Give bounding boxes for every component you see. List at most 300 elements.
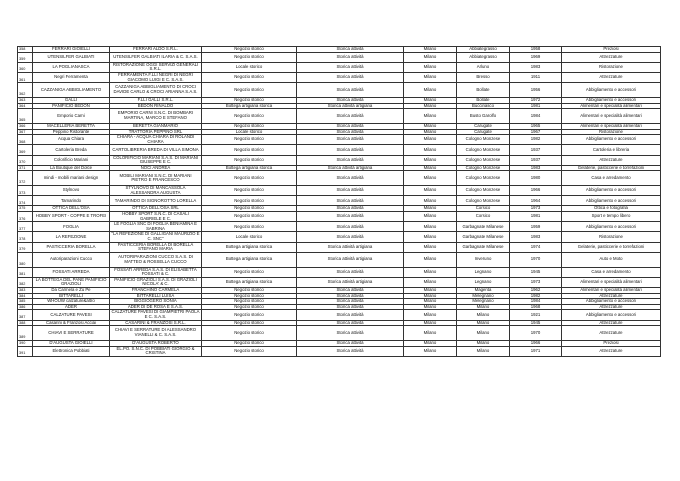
cell-row-number: 378 [18,232,33,242]
cell-categoria: Cartoleria e libreria [562,145,661,155]
cell-ragione-sociale: EL.PO. S.N.C. DI POBBIATI GIORGIO & CRISTINA [110,346,202,356]
cell-categoria: Alimentari e specialità alimentari [562,287,661,293]
cell-tipologia: Locale storico [202,232,297,242]
table-row [18,242,661,252]
cell-insegna: MACELLERIA BERETTA [33,123,110,129]
cell-categoria: Sport e tempo libero [562,212,661,222]
cell-row-number: 365 [18,109,33,124]
cell-anno: 1970 [510,252,562,267]
cell-categoria: Abbigliamento e accessori [562,186,661,196]
cell-insegna: Autoriparazioni Cucco [33,252,110,267]
cell-ragione-sociale: PANIFICIO GRAZIOLI S.A.S. DI GRAZIOLI NICOLA' & C. [110,277,202,287]
table-row [18,171,661,186]
cell-row-number: 366 [18,123,33,129]
cell-categoria: Attrezzature [562,346,661,356]
cell-riconoscimento: Storica attività [297,155,404,165]
cell-insegna: FERRARI GIOIELLI [33,47,110,53]
cell-categoria: Abbigliamento e accessori [562,299,661,305]
cell-anno: 1983 [510,232,562,242]
cell-comune: Melegnano [457,293,510,299]
table-row [18,310,661,320]
cell-categoria: Preziosi [562,340,661,346]
cell-ragione-sociale: BERETTA GIANMARIO [110,123,202,129]
table-row [18,186,661,196]
cell-ragione-sociale: AUTORIPARAZIONI CUCCO S.A.S. DI MATTEO & ROSSELLA CUCCO [110,252,202,267]
historic-shops-table [17,46,661,357]
table-row [18,326,661,341]
cell-tipologia: Negozio storico [202,346,297,356]
cell-provincia: Milano [404,83,457,98]
cell-riconoscimento: Storica attività [297,206,404,212]
cell-row-number: 379 [18,242,33,252]
cell-insegna: Stylnovo [33,186,110,196]
cell-riconoscimento: Storica attività [297,304,404,310]
cell-categoria: Casa e arredamento [562,267,661,277]
cell-anno: 1980 [510,171,562,186]
cell-tipologia: Negozio storico [202,109,297,124]
cell-provincia: Milano [404,123,457,129]
cell-insegna: WHOUW calzature&altro [33,299,110,305]
cell-ragione-sociale: CHIAVI E SERRATURE DI ALESSANDRO VIANELLI & C. S.A.S. [110,326,202,341]
cell-provincia: Milano [404,52,457,62]
cell-tipologia: Negozio storico [202,299,297,305]
cell-comune: Legnano [457,267,510,277]
table-row [18,267,661,277]
cell-tipologia: Negozio storico [202,72,297,82]
cell-tipologia: Negozio storico [202,196,297,206]
cell-insegna: LA REFEZIONE [33,232,110,242]
cell-row-number: 391 [18,346,33,356]
cell-ragione-sociale: OTTICA DELL'OSA SRL [110,206,202,212]
cell-comune: Cologno Monzese [457,135,510,145]
cell-row-number: 372 [18,171,33,186]
cell-provincia: Milano [404,340,457,346]
cell-categoria: Preziosi [562,47,661,53]
cell-riconoscimento: Storica attività [297,287,404,293]
cell-comune: Cologno Monzese [457,186,510,196]
cell-categoria: Abbigliamento e accessori [562,83,661,98]
cell-tipologia: Negozio storico [202,47,297,53]
cell-anno: 1937 [510,155,562,165]
cell-row-number: 358 [18,47,33,53]
cell-anno: 1958 [510,47,562,53]
cell-riconoscimento: Storica attività [297,83,404,98]
cell-comune: Bollate [457,83,510,98]
cell-tipologia: Locale storico [202,62,297,72]
table-row [18,83,661,98]
cell-insegna: HOBBY SPORT - COPPE E TROFEI [33,212,110,222]
cell-ragione-sociale: COLORIFICIO MARIANI S.A.S. DI MARIANI GIUSEPPE E C. [110,155,202,165]
cell-categoria: Abbigliamento e accessori [562,196,661,206]
cell-row-number: 374 [18,196,33,206]
cell-provincia: Milano [404,277,457,287]
cell-anno: 1981 [510,103,562,109]
cell-categoria: Alimentari e specialità alimentari [562,109,661,124]
cell-insegna: GALLI [33,97,110,103]
table-row [18,196,661,206]
cell-anno: 1969 [510,52,562,62]
cell-riconoscimento: Storica attività [297,72,404,82]
cell-categoria: Gelaterie, pasticcerie e torrefazioni [562,165,661,171]
cell-ragione-sociale: CHIARA - ACQUA CHIARA DI ROLANDI CHIARA [110,135,202,145]
cell-ragione-sociale: FOSSATI ARREDA S.A.S. DI ELISABETTA FOSSATI & C. [110,267,202,277]
cell-ragione-sociale: D'AUGUSTA ROBERTO [110,340,202,346]
cell-anno: 1984 [510,299,562,305]
cell-tipologia: Locale storico [202,129,297,135]
cell-row-number: 389 [18,326,33,341]
cell-row-number: 386 [18,304,33,310]
cell-insegna: CALZATURE PAVESI [33,310,110,320]
cell-categoria: Abbigliamento e accessori [562,310,661,320]
cell-categoria: Attrezzature [562,52,661,62]
cell-anno: 1972 [510,97,562,103]
table-row [18,109,661,124]
cell-categoria: Casa e arredamento [562,171,661,186]
cell-tipologia: Negozio storico [202,155,297,165]
cell-provincia: Milano [404,242,457,252]
cell-tipologia: Negozio storico [202,310,297,320]
cell-riconoscimento: Storica attività artigiana [297,242,404,252]
cell-insegna: Negri Ferramenta [33,72,110,82]
cell-row-number: 381 [18,267,33,277]
cell-anno: 1911 [510,72,562,82]
table-row [18,232,661,242]
cell-comune: Busto Garolfo [457,109,510,124]
cell-riconoscimento: Storica attività [297,123,404,129]
cell-anno: 1970 [510,326,562,341]
cell-insegna: Emporio Carni [33,109,110,124]
cell-ragione-sociale: BITTARELLI LUISA [110,293,202,299]
cell-ragione-sociale: TRATTORIA PEPPINO SRL [110,129,202,135]
cell-anno: 1983 [510,62,562,72]
cell-tipologia: Negozio storico [202,135,297,145]
table-row [18,52,661,62]
cell-provincia: Milano [404,109,457,124]
table-row [18,155,661,165]
cell-riconoscimento: Storica attività [297,222,404,232]
cell-comune: Garbagnate Milanese [457,242,510,252]
cell-categoria: Attrezzature [562,155,661,165]
cell-provincia: Milano [404,97,457,103]
cell-insegna: Da Carmela e Zu Pe [33,287,110,293]
cell-anno: 1962 [510,287,562,293]
cell-riconoscimento: Storica attività [297,196,404,206]
cell-ragione-sociale: "LA REFEZIONE DI GALLIGANI MAURIZIO E C. SNC" [110,232,202,242]
cell-categoria: Alimentari e specialità alimentari [562,277,661,287]
cell-anno: 1937 [510,145,562,155]
cell-tipologia: Bottega artigiana storica [202,103,297,109]
cell-tipologia: Negozio storico [202,326,297,341]
cell-provincia: Milano [404,326,457,341]
cell-ragione-sociale: CASARINI & FRANZOSI S.R.L. [110,320,202,326]
cell-insegna: Elettronica Pobbiati [33,346,110,356]
cell-provincia: Milano [404,310,457,320]
cell-ragione-sociale: BEDON RINALDO [110,103,202,109]
cell-riconoscimento: Storica attività [297,52,404,62]
cell-riconoscimento: Storica attività [297,171,404,186]
cell-row-number: 362 [18,83,33,98]
table-row [18,62,661,72]
cell-ragione-sociale: LE FOGLIA SNC DI FOGLIA BENIAMINA E SABRINA [110,222,202,232]
table-row [18,346,661,356]
cell-comune: Inveruno [457,252,510,267]
cell-anno: 1973 [510,206,562,212]
cell-tipologia: Bottega artigiana storica [202,242,297,252]
cell-row-number: 376 [18,212,33,222]
table-row [18,135,661,145]
cell-insegna: Acqua Chiara [33,135,110,145]
cell-categoria: Ottica e fotografia [562,206,661,212]
cell-insegna: Casarini & Franzosi Acciai [33,320,110,326]
cell-riconoscimento: Storica attività [297,320,404,326]
cell-comune: Cologno Monzese [457,171,510,186]
cell-categoria: Ristorazione [562,62,661,72]
cell-provincia: Milano [404,103,457,109]
cell-comune: Garbagnate Milanese [457,232,510,242]
cell-comune: Milano [457,304,510,310]
cell-comune: Cologno Monzese [457,155,510,165]
cell-provincia: Milano [404,155,457,165]
cell-riconoscimento: Storica attività [297,129,404,135]
cell-tipologia: Negozio storico [202,222,297,232]
cell-insegna: FOSSATI ARREDA [33,267,110,277]
cell-comune: Bollate [457,97,510,103]
cell-categoria: Attrezzature [562,72,661,82]
cell-row-number: 363 [18,97,33,103]
cell-tipologia: Negozio storico [202,52,297,62]
cell-insegna: PASTICCERIA BORELLA [33,242,110,252]
cell-tipologia: Negozio storico [202,83,297,98]
cell-categoria: Alimentari e specialità alimentari [562,123,661,129]
cell-comune: Arluno [457,62,510,72]
cell-comune: Milano [457,326,510,341]
cell-row-number: 384 [18,293,33,299]
cell-riconoscimento: Storica attività [297,267,404,277]
cell-row-number: 359 [18,52,33,62]
cell-insegna: LA POGLIANASCA [33,62,110,72]
cell-riconoscimento: Storica attività artigiana [297,165,404,171]
cell-riconoscimento: Storica attività artigiana [297,277,404,287]
cell-anno: 1974 [510,242,562,252]
cell-row-number: 390 [18,340,33,346]
cell-provincia: Milano [404,287,457,293]
cell-provincia: Milano [404,129,457,135]
cell-row-number: 377 [18,222,33,232]
cell-provincia: Milano [404,47,457,53]
cell-categoria: Attrezzature [562,304,661,310]
cell-ragione-sociale: TAMARINDO DI SIGNOROTTO LORELLA [110,196,202,206]
cell-row-number: 388 [18,320,33,326]
cell-riconoscimento: Storica attività [297,346,404,356]
cell-provincia: Milano [404,165,457,171]
cell-comune: Legnano [457,277,510,287]
cell-ragione-sociale: FERRARI ALDO S.R.L. [110,47,202,53]
cell-provincia: Milano [404,267,457,277]
cell-comune: Cologno Monzese [457,145,510,155]
cell-insegna: PANIFICIO BEDON [33,103,110,109]
cell-anno: 1982 [510,135,562,145]
cell-anno: 1983 [510,165,562,171]
cell-categoria: Attrezzature [562,326,661,341]
cell-anno: 1982 [510,293,562,299]
cell-categoria: Abbigliamento e accessori [562,97,661,103]
cell-provincia: Milano [404,186,457,196]
cell-riconoscimento: Storica attività [297,310,404,320]
cell-ragione-sociale: RISTORAZIONE OGGI SERVIZI GENERALI S.R.L. [110,62,202,72]
cell-row-number: 364 [18,103,33,109]
cell-tipologia: Negozio storico [202,267,297,277]
cell-ragione-sociale: ADER DI DE ROSA E S.A.S. [110,304,202,310]
cell-provincia: Milano [404,299,457,305]
cell-riconoscimento: Storica attività [297,232,404,242]
cell-comune: Cologno Monzese [457,165,510,171]
cell-provincia: Milano [404,212,457,222]
cell-row-number: 360 [18,62,33,72]
cell-ragione-sociale: UTENSILFER GALBIATI ILARIA & C. S.A.S. [110,52,202,62]
table-row [18,145,661,155]
cell-ragione-sociale: EMPORIO CARNI S.N.C. DI BOMBARI MARTINA, MARCO E STEFANO [110,109,202,124]
cell-insegna: CHIAVI E SERRATURE [33,326,110,341]
cell-row-number: 380 [18,252,33,267]
cell-anno: 1945 [510,267,562,277]
cell-anno: 1956 [510,83,562,98]
cell-anno: 1971 [510,346,562,356]
cell-row-number: 371 [18,165,33,171]
cell-row-number: 368 [18,135,33,145]
cell-categoria: Ristorazione [562,232,661,242]
cell-comune: Carugate [457,129,510,135]
cell-riconoscimento: Storica attività [297,62,404,72]
cell-comune: Bresso [457,72,510,82]
cell-ragione-sociale: CALZATURE PAVESI DI GIAMPIETRI PAOLA E C. S.A.S. [111,309,200,319]
cell-insegna: ADER [33,304,110,310]
cell-tipologia: Negozio storico [202,293,297,299]
cell-provincia: Milano [404,145,457,155]
cell-provincia: Milano [404,232,457,242]
cell-ragione-sociale: HOBBY SPORT S.N.C. DI CASALI GABRIELE E C. [110,212,202,222]
cell-insegna: Colorificio Mariani [33,155,110,165]
cell-riconoscimento: Storica attività [297,145,404,155]
cell-anno: 1966 [510,340,562,346]
cell-insegna: UTENSILFER GALBIATI [33,52,110,62]
cell-row-number: 369 [18,145,33,155]
cell-row-number: 375 [18,206,33,212]
cell-anno: 1967 [510,129,562,135]
cell-insegna: Tamarindo [33,196,110,206]
table-row [18,222,661,232]
cell-ragione-sociale: BIGGIOGERO SONIA [110,299,202,305]
cell-comune: Corsico [457,206,510,212]
cell-categoria: Abbigliamento e accessori [562,222,661,232]
cell-riconoscimento: Storica attività [297,326,404,341]
cell-insegna: FOGLIA [33,222,110,232]
cell-riconoscimento: Storica attività [297,293,404,299]
cell-comune: Milano [457,320,510,326]
table-row [18,72,661,82]
cell-categoria: Gelaterie, pasticcerie e torrefazioni [562,242,661,252]
cell-tipologia: Negozio storico [202,304,297,310]
cell-ragione-sociale: MOBILI MARIANI S.N.C. DI MARIANI PIETRO E FRANCESCO [110,171,202,186]
cell-row-number: 383 [18,287,33,293]
cell-row-number: 385 [18,299,33,305]
cell-row-number: 361 [18,72,33,82]
cell-comune: Carugate [457,123,510,129]
cell-insegna: BITTARELLI [33,293,110,299]
cell-comune: Magenta [457,287,510,293]
cell-comune: Milano [457,346,510,356]
cell-insegna: OTTICA DELL'OSA [33,206,110,212]
cell-provincia: Milano [404,346,457,356]
table-row [18,212,661,222]
cell-comune: Milano [457,310,510,320]
cell-tipologia: Negozio storico [202,212,297,222]
cell-anno: 1921 [510,310,562,320]
cell-provincia: Milano [404,135,457,145]
cell-comune: Abbiategrasso [457,52,510,62]
cell-anno: 1973 [510,277,562,287]
table-row [18,277,661,287]
cell-categoria: Attrezzature [562,320,661,326]
cell-comune: Melegnano [457,299,510,305]
cell-categoria: Alimentari e specialità alimentari [562,103,661,109]
cell-row-number: 367 [18,129,33,135]
cell-insegna: D'AUGUSTA GIOIELLI [33,340,110,346]
cell-insegna: LA BOTTEGA DEL PANE PANIFICIO GRAZIOLI [33,277,110,287]
cell-riconoscimento: Storica attività artigiana [297,103,404,109]
cell-comune: Buccinasco [457,103,510,109]
cell-tipologia: Bottega artigiana storica [202,277,297,287]
cell-anno: 1968 [510,304,562,310]
cell-insegna: mindi - mobili mariani design [33,171,110,186]
cell-tipologia: Negozio storico [202,287,297,293]
cell-tipologia: Negozio storico [202,186,297,196]
cell-anno: 1981 [510,212,562,222]
cell-tipologia: Negozio storico [202,171,297,186]
cell-ragione-sociale: PASTICCERIA BORELLA DI BORELLA STEFANO MARIA [110,242,202,252]
cell-provincia: Milano [404,206,457,212]
cell-categoria: Attrezzature [562,293,661,299]
cell-provincia: Milano [404,320,457,326]
cell-provincia: Milano [404,62,457,72]
cell-tipologia: Negozio storico [202,123,297,129]
cell-categoria: Ristorazione [562,129,661,135]
cell-tipologia: Negozio storico [202,206,297,212]
cell-ragione-sociale: NOCI ANDREA [110,165,202,171]
cell-anno: 1964 [510,196,562,206]
cell-riconoscimento: Storica attività [297,340,404,346]
cell-tipologia: Bottega artigiana storica [202,165,297,171]
cell-riconoscimento: Storica attività [297,97,404,103]
cell-comune: Milano [457,340,510,346]
cell-riconoscimento: Storica attività [297,135,404,145]
cell-anno: 1984 [510,109,562,124]
cell-riconoscimento: Storica attività [297,109,404,124]
cell-row-number: 373 [18,186,33,196]
cell-riconoscimento: Storica attività artigiana [297,252,404,267]
cell-categoria: Abbigliamento e accessori [562,135,661,145]
cell-tipologia: Negozio storico [202,320,297,326]
cell-ragione-sociale: FERRAMENTA F.LLI NEGRI DI NEGRI GIACOMO LUIGI E C. S.A.S. [110,72,202,82]
cell-categoria: Auto e Moto [562,252,661,267]
cell-anno: 1966 [510,186,562,196]
cell-provincia: Milano [404,222,457,232]
cell-provincia: Milano [404,293,457,299]
cell-ragione-sociale: F.LLI GALLI S.R.L. [110,97,202,103]
table-row [18,252,661,267]
cell-provincia: Milano [404,171,457,186]
cell-provincia: Milano [404,304,457,310]
cell-provincia: Milano [404,252,457,267]
